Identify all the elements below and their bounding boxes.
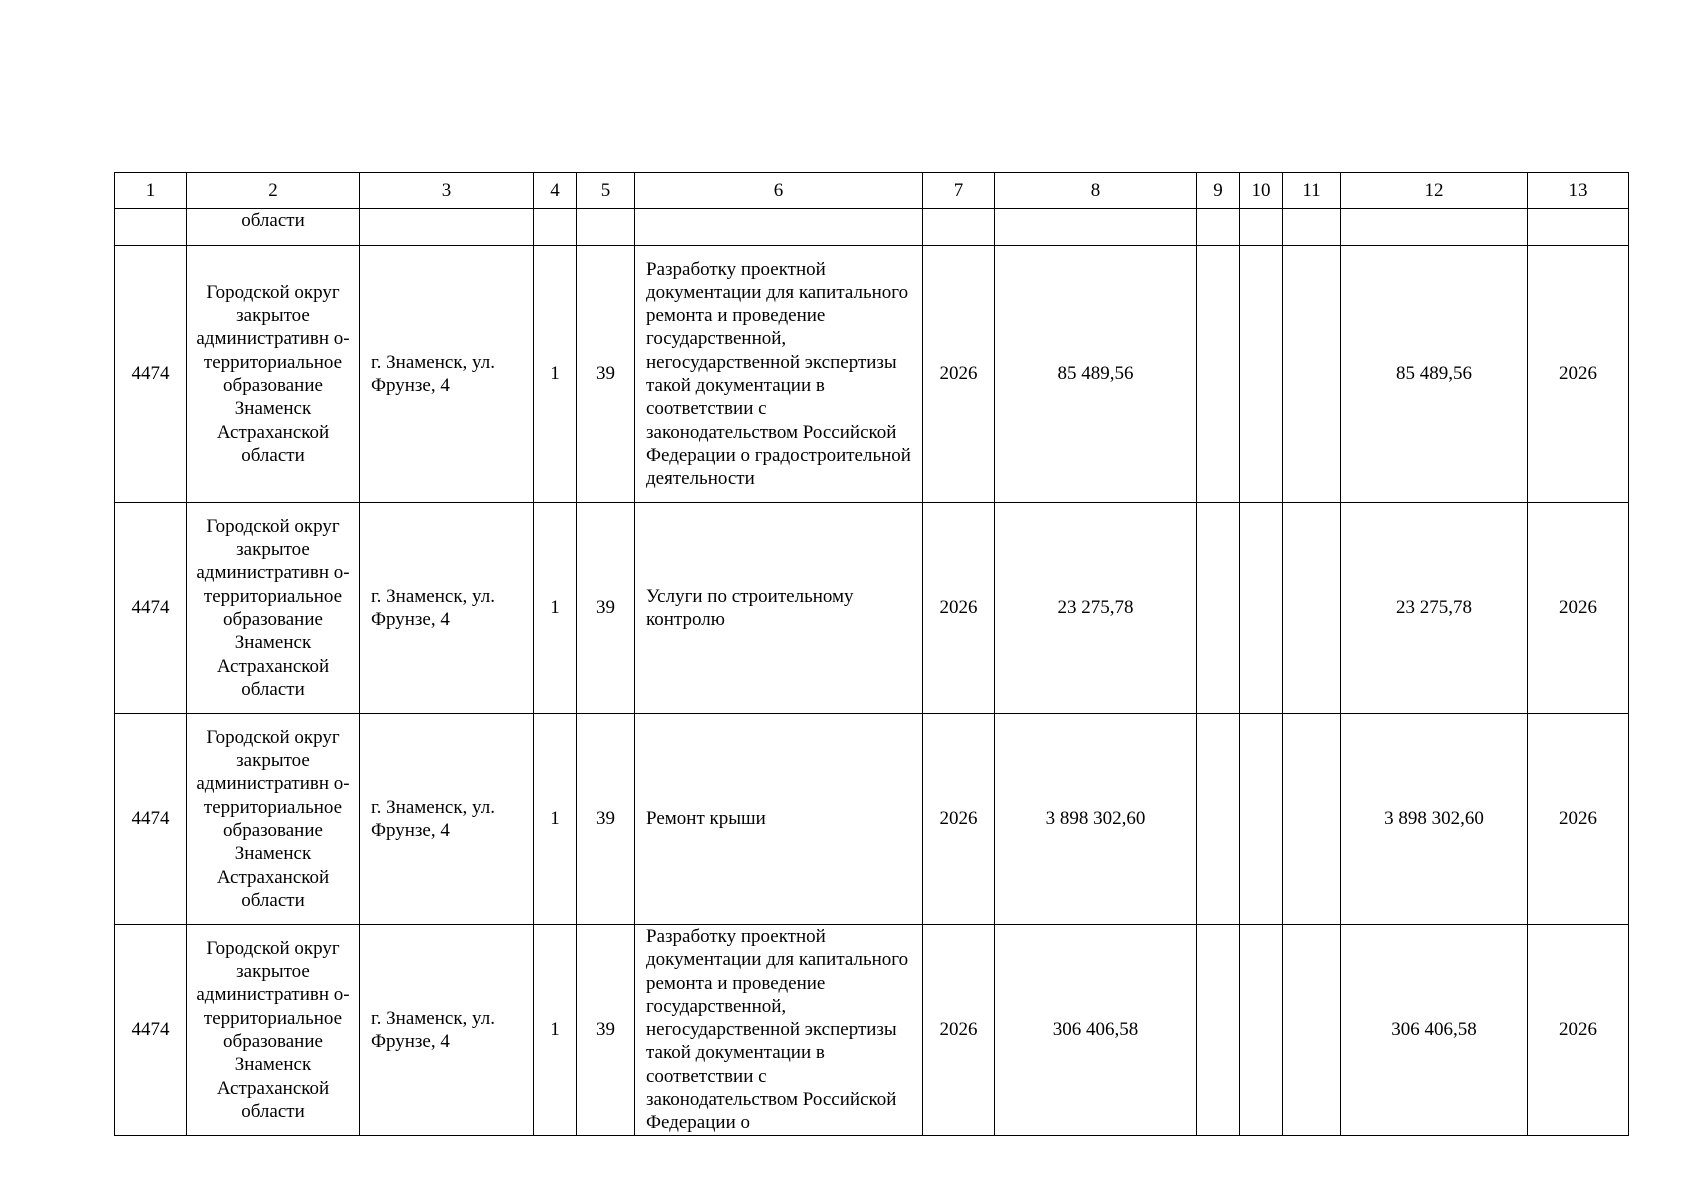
cell-col-10 — [1240, 925, 1283, 1136]
continuation-cell-4 — [534, 209, 577, 246]
year-cell: 2026 — [923, 714, 995, 925]
column-number-row — [115, 173, 1629, 209]
column-number-2: 2 — [187, 173, 360, 209]
column-number-3: 3 — [360, 173, 534, 209]
cell-col-5: 39 — [577, 714, 635, 925]
continuation-cell-9 — [1197, 209, 1240, 246]
cost-cell: 306 406,58 — [995, 925, 1197, 1136]
table-row — [115, 246, 1629, 503]
cell-col-13: 2026 — [1528, 503, 1629, 714]
cell-col-5: 39 — [577, 925, 635, 1136]
year-cell: 2026 — [923, 503, 995, 714]
table-row — [115, 503, 1629, 714]
cost-cell: 3 898 302,60 — [995, 714, 1197, 925]
work-type-cell: Разработку проектной документации для капитального ремонта и проведение государственной, негосударственной экспертизы такой документации в соответствии с законодательством Российской Федерации о — [635, 925, 923, 1136]
column-number-1: 1 — [115, 173, 187, 209]
capital-repair-table — [114, 172, 1629, 1136]
cell-col-4: 1 — [534, 503, 577, 714]
address-cell: г. Знаменск, ул. Фрунзе, 4 — [360, 925, 534, 1136]
column-number-8: 8 — [995, 173, 1197, 209]
cell-col-4: 1 — [534, 246, 577, 503]
column-number-4: 4 — [534, 173, 577, 209]
continuation-cell-8 — [995, 209, 1197, 246]
cell-col-13: 2026 — [1528, 925, 1629, 1136]
cell-col-4: 1 — [534, 714, 577, 925]
continuation-municipality: области — [187, 209, 360, 246]
column-number-10: 10 — [1240, 173, 1283, 209]
cell-col-4: 1 — [534, 925, 577, 1136]
municipality-cell: Городской округ закрытое административн о- территориальное образование Знаменск Астраханской области — [187, 246, 360, 503]
row-number: 4474 — [115, 714, 187, 925]
continuation-cell-6 — [635, 209, 923, 246]
cell-col-9 — [1197, 714, 1240, 925]
municipality-cell: Городской округ закрытое административн о- территориальное образование Знаменск Астраханской области — [187, 714, 360, 925]
cell-col-11 — [1283, 925, 1341, 1136]
cell-col-11 — [1283, 503, 1341, 714]
continuation-cell-13 — [1528, 209, 1629, 246]
cell-col-12: 3 898 302,60 — [1341, 714, 1528, 925]
cell-col-9 — [1197, 246, 1240, 503]
cell-col-5: 39 — [577, 246, 635, 503]
cell-col-13: 2026 — [1528, 246, 1629, 503]
cell-col-9 — [1197, 925, 1240, 1136]
continuation-row — [115, 209, 1629, 246]
continuation-cell-3 — [360, 209, 534, 246]
continuation-cell-5 — [577, 209, 635, 246]
table-row — [115, 925, 1629, 1136]
cell-col-10 — [1240, 246, 1283, 503]
row-number: 4474 — [115, 246, 187, 503]
row-number: 4474 — [115, 503, 187, 714]
year-cell: 2026 — [923, 925, 995, 1136]
address-cell: г. Знаменск, ул. Фрунзе, 4 — [360, 246, 534, 503]
continuation-cell-1 — [115, 209, 187, 246]
continuation-cell-11 — [1283, 209, 1341, 246]
row-number: 4474 — [115, 925, 187, 1136]
continuation-cell-7 — [923, 209, 995, 246]
column-number-12: 12 — [1341, 173, 1528, 209]
column-number-5: 5 — [577, 173, 635, 209]
municipality-cell: Городской округ закрытое административн о- территориальное образование Знаменск Астраханской области — [187, 503, 360, 714]
cell-col-11 — [1283, 246, 1341, 503]
cell-col-10 — [1240, 503, 1283, 714]
cell-col-13: 2026 — [1528, 714, 1629, 925]
cell-col-11 — [1283, 714, 1341, 925]
cell-col-12: 85 489,56 — [1341, 246, 1528, 503]
cell-col-12: 23 275,78 — [1341, 503, 1528, 714]
municipality-cell: Городской округ закрытое административн о- территориальное образование Знаменск Астраханской области — [187, 925, 360, 1136]
work-type-cell: Ремонт крыши — [635, 714, 923, 925]
cost-cell: 23 275,78 — [995, 503, 1197, 714]
cell-col-12: 306 406,58 — [1341, 925, 1528, 1136]
column-number-7: 7 — [923, 173, 995, 209]
cell-col-10 — [1240, 714, 1283, 925]
table-row — [115, 714, 1629, 925]
continuation-cell-12 — [1341, 209, 1528, 246]
address-cell: г. Знаменск, ул. Фрунзе, 4 — [360, 714, 534, 925]
continuation-cell-10 — [1240, 209, 1283, 246]
year-cell: 2026 — [923, 246, 995, 503]
column-number-9: 9 — [1197, 173, 1240, 209]
column-number-6: 6 — [635, 173, 923, 209]
column-number-13: 13 — [1528, 173, 1629, 209]
work-type-cell: Разработку проектной документации для капитального ремонта и проведение государственной, негосударственной экспертизы такой документации в соответствии с законодательством Российской Федерации о градостроительной деятельности — [635, 246, 923, 503]
address-cell: г. Знаменск, ул. Фрунзе, 4 — [360, 503, 534, 714]
cost-cell: 85 489,56 — [995, 246, 1197, 503]
work-type-cell: Услуги по строительному контролю — [635, 503, 923, 714]
column-number-11: 11 — [1283, 173, 1341, 209]
cell-col-5: 39 — [577, 503, 635, 714]
cell-col-9 — [1197, 503, 1240, 714]
